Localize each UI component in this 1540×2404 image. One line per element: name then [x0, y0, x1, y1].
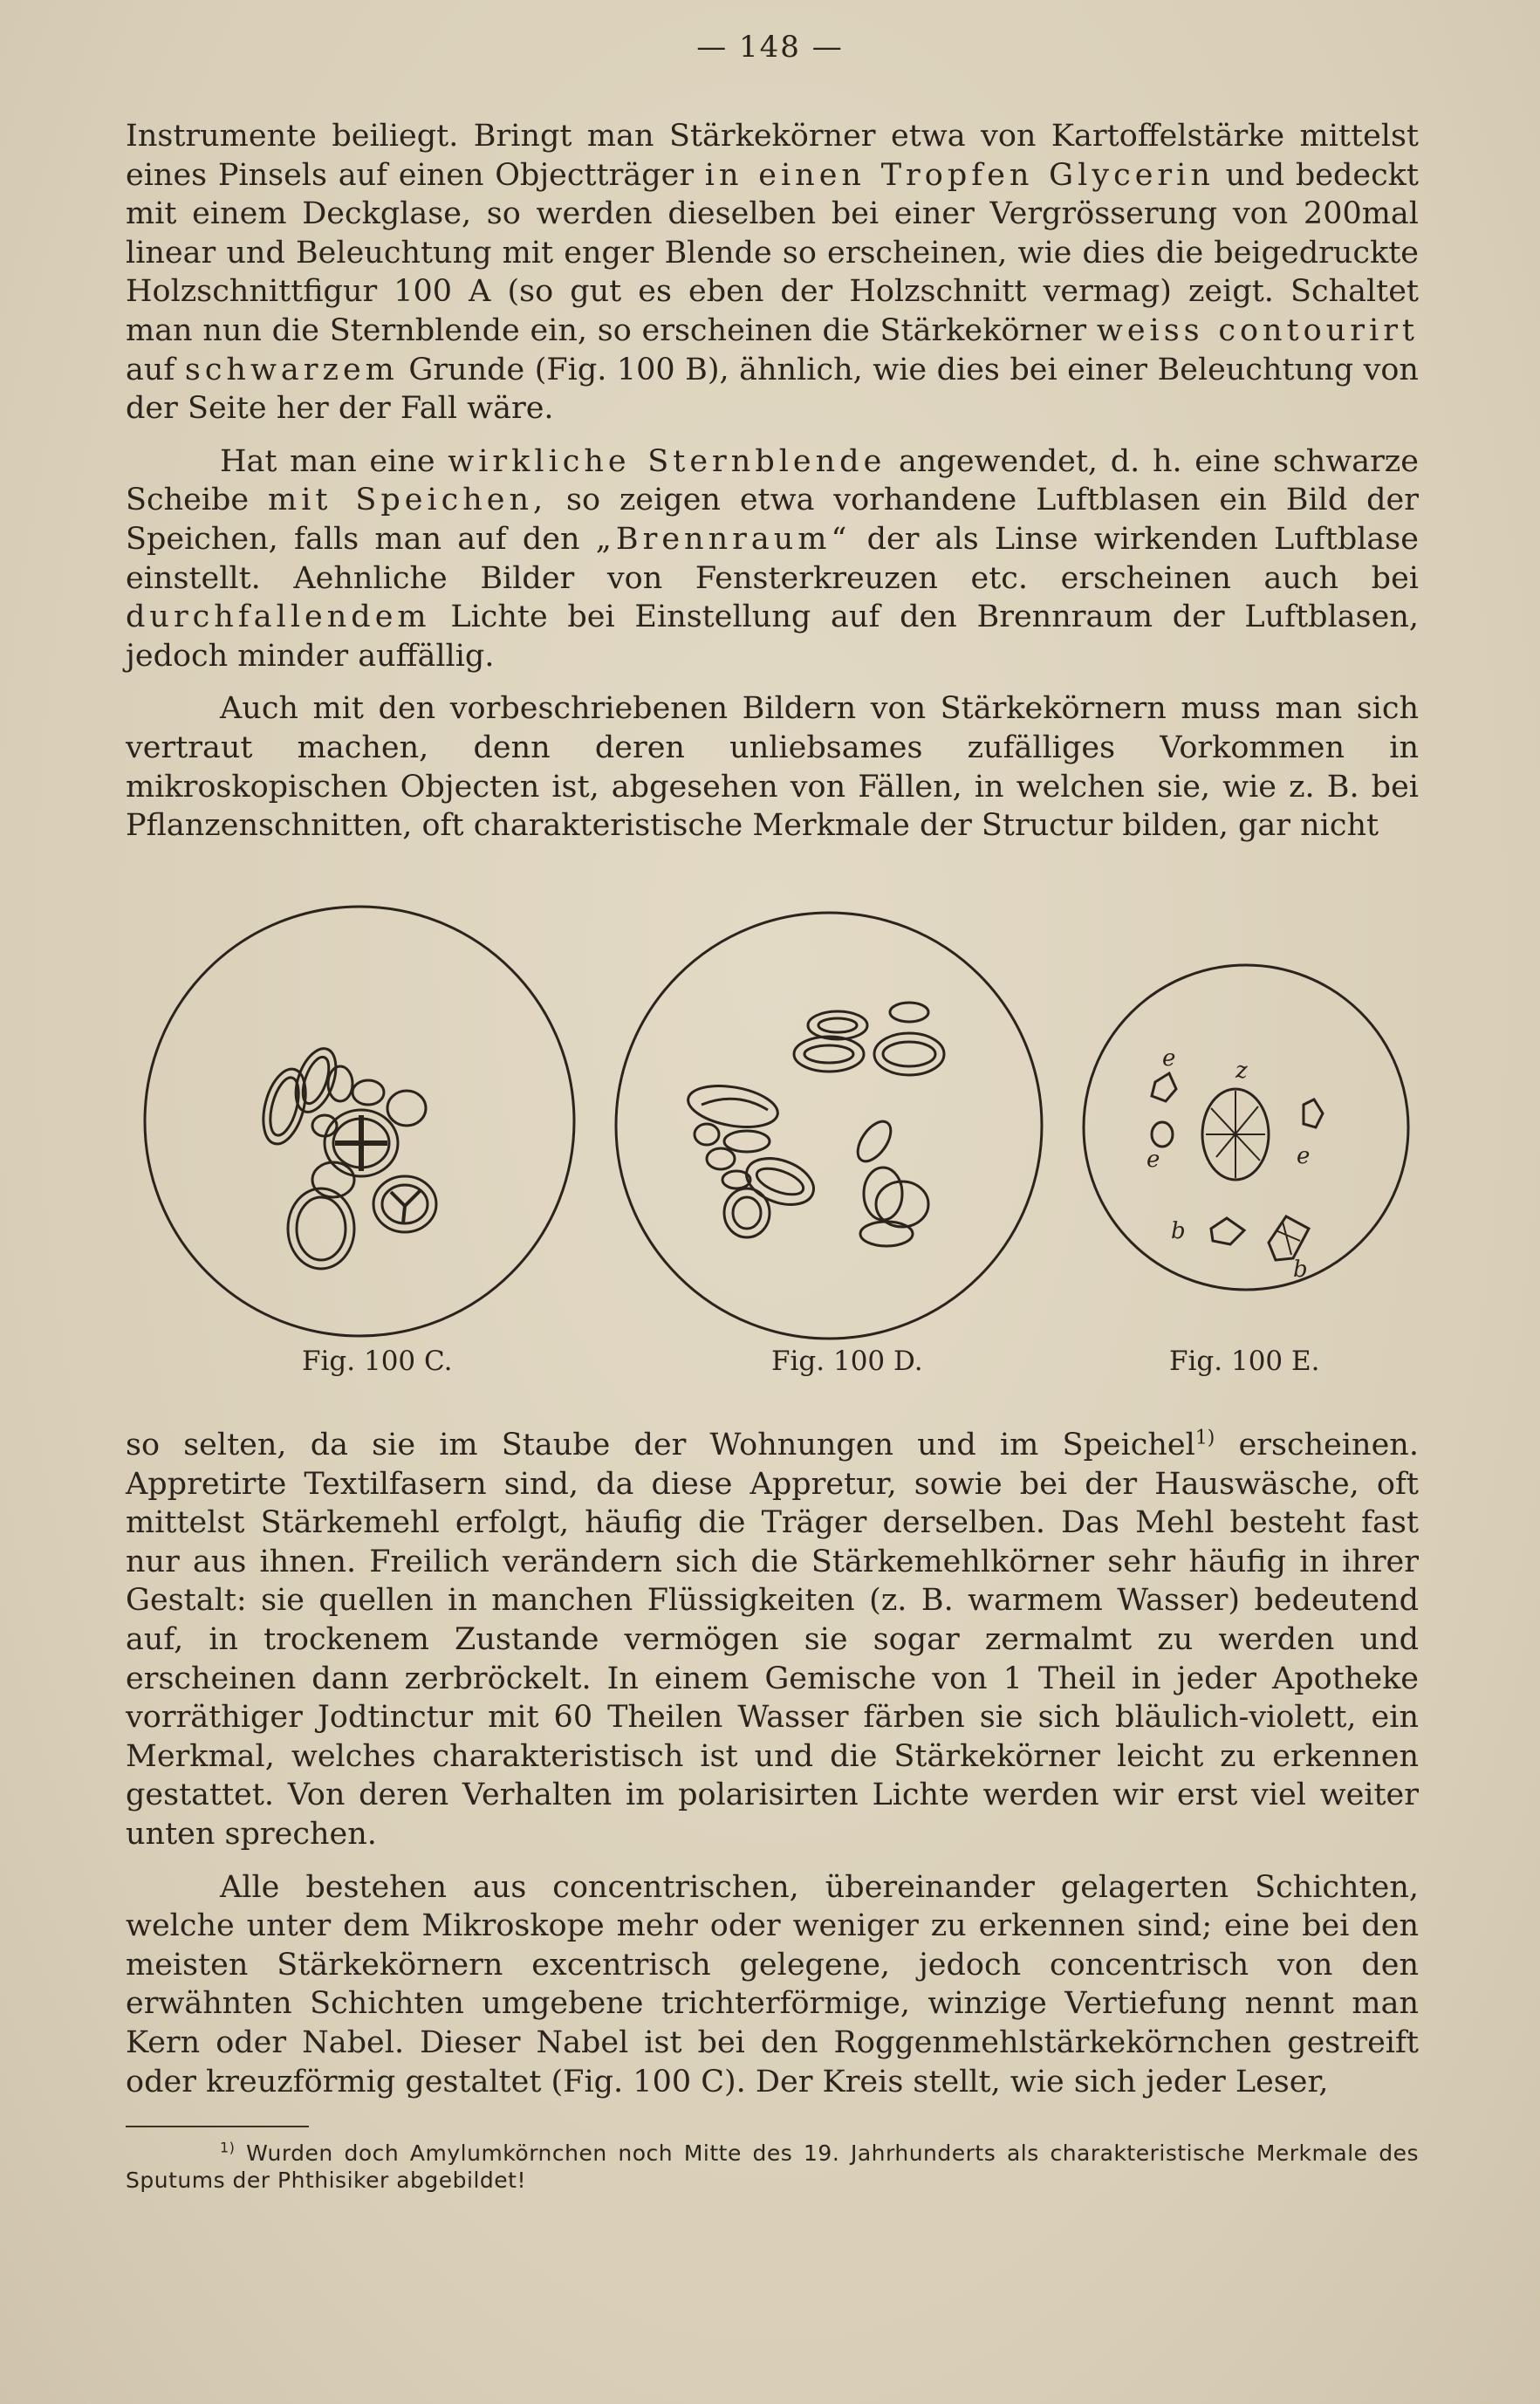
- para2-text-d: der als Linse wirkenden Luftblase einstellt. Aehnliche Bilder von Fensterkreuzen etc. erscheinen auch bei: [126, 521, 1419, 596]
- text-block-top: [126, 117, 1419, 846]
- figure-100d: [616, 913, 1042, 1339]
- caption-fig-100c: Fig. 100 C.: [302, 1346, 453, 1377]
- para4-text-b: erscheinen. Appretirte Textilfasern sind, da diese Appretur, sowie bei der Hauswäsche, oft mittelst Stärkemehl erfolgt, häufig die Träger derselben. Das Mehl besteht fast nur aus ihnen. Freilich verändern sich die Stärkemehlkörner sehr häufig in ihrer Gestalt: sie quellen in manchen Flüssigkeiten (z. B. warmem Wasser) bedeutend auf, in trockenem Zustande vermögen sie sogar zermalmt zu werden und erscheinen dann zerbröckelt. In einem Gemische von 1 Theil in jeder Apotheke vorräthiger Jodtinctur mit 60 Theilen Wasser färben sie sich bläulich-violett, ein Merkmal, welches charakteristisch ist und die Stärkekörner leicht zu erkennen gestattet. Von deren Verhalten im polarisirten Lichte werden wir erst viel weiter unten sprechen.: [126, 1428, 1419, 1852]
- para2-text-c: so zeigen etwa vorhandene Luftblasen ein Bild der Speichen, falls man auf den: [126, 483, 1419, 557]
- para4-text: so selten, da sie im Staube der Wohnungen und im Speichel: [126, 1428, 1195, 1462]
- figure-100e: [1084, 965, 1408, 1290]
- fig-e-label: b: [1293, 1257, 1308, 1283]
- paragraph-3: Auch mit den vorbeschriebenen Bildern von Stärkekörnern muss man sich vertraut machen, denn deren unliebsames zufälliges Vorkommen in mikroskopischen Objecten ist, abgesehen von Fällen, in welchen sie, wie z. B. bei Pflanzenschnitten, oft charakteristische Merkmale der Structur bilden, gar nicht: [126, 691, 1419, 844]
- figure-group: [126, 899, 1419, 1387]
- fig-e-label: b: [1171, 1218, 1186, 1244]
- figure-illustrations: [126, 899, 1419, 1387]
- paragraph-4: [126, 1426, 1419, 1854]
- spaced-text: in einen Tropfen Glycerin: [704, 157, 1215, 193]
- footnote: [126, 2140, 1419, 2194]
- footnote-divider: [126, 2126, 309, 2127]
- fig-e-label: z: [1235, 1058, 1248, 1084]
- spaced-text: durchfallendem: [126, 599, 431, 635]
- para1-text-d: Grunde (Fig. 100 B), ähnlich, wie dies bei einer Beleuchtung von der Seite her der Fall wäre.: [126, 352, 1419, 427]
- spaced-text: weiss contourirt: [1096, 312, 1419, 348]
- footnote-mark: 1): [220, 2139, 236, 2156]
- caption-fig-100e: Fig. 100 E.: [1169, 1346, 1320, 1377]
- spaced-text: mit Speichen,: [268, 483, 548, 518]
- para1-text: Instrumente beiliegt. Bringt man Stärkekörner etwa von Kartoffelstärke mittelst eines Pinsels auf einen Objectträger: [126, 119, 1419, 193]
- footnote-text: Wurden doch Amylumkörnchen noch Mitte des 19. Jahrhunderts als charakteristische Merkmale des Sputums der Phthisiker abgebildet!: [126, 2140, 1420, 2193]
- text-block-bottom: [126, 1426, 1419, 2101]
- fig-e-label: e: [1146, 1147, 1160, 1173]
- page-number: — 148 —: [696, 30, 844, 65]
- paragraph-1: [126, 117, 1419, 428]
- spaced-text: schwarzem: [184, 352, 399, 387]
- para1-text-c: auf: [126, 352, 175, 387]
- fig-e-label: e: [1162, 1045, 1176, 1072]
- para2-text: Hat man eine: [220, 443, 435, 479]
- paragraph-2: [126, 442, 1419, 676]
- paragraph-5: Alle bestehen aus concentrischen, übereinander gelagerten Schichten, welche unter dem Mikroskope mehr oder weniger zu erkennen sind; eine bei den meisten Stärkekörnern excentrisch gelegene, jedoch concentrisch von den erwähnten Schichten umgebene trichterförmige, winzige Vertiefung nennt man Kern oder Nabel. Dieser Nabel ist bei den Roggenmehlstärkekörnchen gestreift oder kreuzförmig gestaltet (Fig. 100 C). Der Kreis stellt, wie sich jeder Leser,: [126, 1869, 1419, 2099]
- caption-fig-100d: Fig. 100 D.: [771, 1346, 923, 1377]
- para2-text-e: Lichte bei Einstellung auf den Brennraum der Luftblasen, jedoch minder auffällig.: [126, 599, 1419, 674]
- spaced-text: „Brennraum“: [595, 521, 852, 557]
- fig-e-label: e: [1297, 1143, 1311, 1169]
- figure-100c: [145, 907, 574, 1336]
- footnote-ref: 1): [1194, 1427, 1215, 1449]
- spaced-text: wirkliche Sternblende: [448, 443, 886, 479]
- para2-text-b: angewendet, d. h. eine schwarze Scheibe: [126, 443, 1419, 518]
- para1-text-b: und bedeckt mit einem Deckglase, so werden dieselben bei einer Vergrösserung von 200mal linear und Beleuchtung mit enger Blende so erscheinen, wie dies die beigedruckte Holzschnittfigur 100 A (so gut es eben der Holzschnitt vermag) zeigt. Schaltet man nun die Sternblende ein, so erscheinen die Stärkekörner: [126, 157, 1419, 348]
